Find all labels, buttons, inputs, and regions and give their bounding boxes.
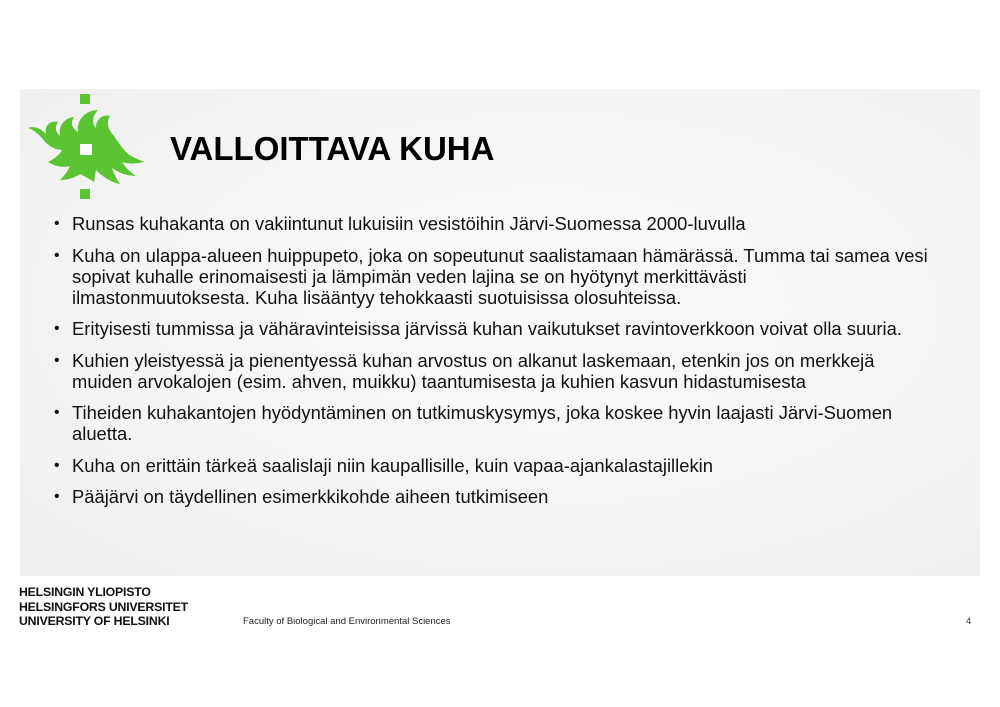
bullet-text: Tiheiden kuhakantojen hyödyntäminen on tutkimuskysymys, joka koskee hyvin laajasti Järvi-Suomen aluetta. xyxy=(72,402,893,444)
bullet-icon: • xyxy=(54,404,60,421)
bullet-item xyxy=(48,402,928,444)
bullet-text: Kuhien yleistyessä ja pienentyessä kuhan arvostus on alkanut laskemaan, etenkin jos on merkkejä muiden arvokalojen (esim. ahven, muikku) taantumisesta ja kuhien kasvun hidastumisesta xyxy=(72,349,875,392)
bullet-text: Erityisesti tummissa ja vähäravinteisissa järvissä kuhan vaikutukset ravintoverkkoon voivat olla suuria. xyxy=(72,318,902,339)
bullet-text: Pääjärvi on täydellinen esimerkkikohde aiheen tutkimiseen xyxy=(72,486,549,507)
bullet-item xyxy=(48,213,928,234)
bullet-list xyxy=(48,213,928,518)
bullet-icon: • xyxy=(54,456,60,474)
bullet-text: Kuha on erittäin tärkeä saalislaji niin kaupallisille, kuin vapaa-ajankalastajillekin xyxy=(72,454,713,476)
bullet-text: Kuha on ulappa-alueen huippupeto, joka on sopeutunut saalistamaan hämärässä. Tumma tai samea vesi sopivat kuhalle erinomaisesti ja lämpimän veden lajina se on hyötynyt merkittävästi ilmastonmuutoksesta. Kuha lisääntyy tehokkaasti suotuisissa olosuhteissa. xyxy=(72,244,928,308)
bullet-icon: • xyxy=(54,351,60,369)
bullet-item xyxy=(48,455,928,476)
bullet-item xyxy=(48,318,928,339)
bullet-icon: • xyxy=(54,215,60,232)
university-name-en: UNIVERSITY OF HELSINKI xyxy=(19,614,170,628)
page-number: 4 xyxy=(966,616,972,627)
bullet-icon: • xyxy=(54,320,60,337)
bullet-item xyxy=(48,486,928,507)
university-name-fi: HELSINGIN YLIOPISTO xyxy=(19,585,151,599)
bullet-icon: • xyxy=(54,488,60,505)
slide-title: VALLOITTAVA KUHA xyxy=(170,130,495,167)
university-logo-icon xyxy=(26,92,146,204)
bullet-icon: • xyxy=(54,246,60,264)
bullet-item xyxy=(48,245,928,308)
bullet-text: Runsas kuhakanta on vakiintunut lukuisiin vesistöihin Järvi-Suomessa 2000-luvulla xyxy=(72,213,746,234)
faculty-name: Faculty of Biological and Environmental Sciences xyxy=(243,616,451,627)
university-wordmark xyxy=(19,585,188,629)
bullet-item xyxy=(48,350,928,392)
university-name-sv: HELSINGFORS UNIVERSITET xyxy=(19,599,188,614)
